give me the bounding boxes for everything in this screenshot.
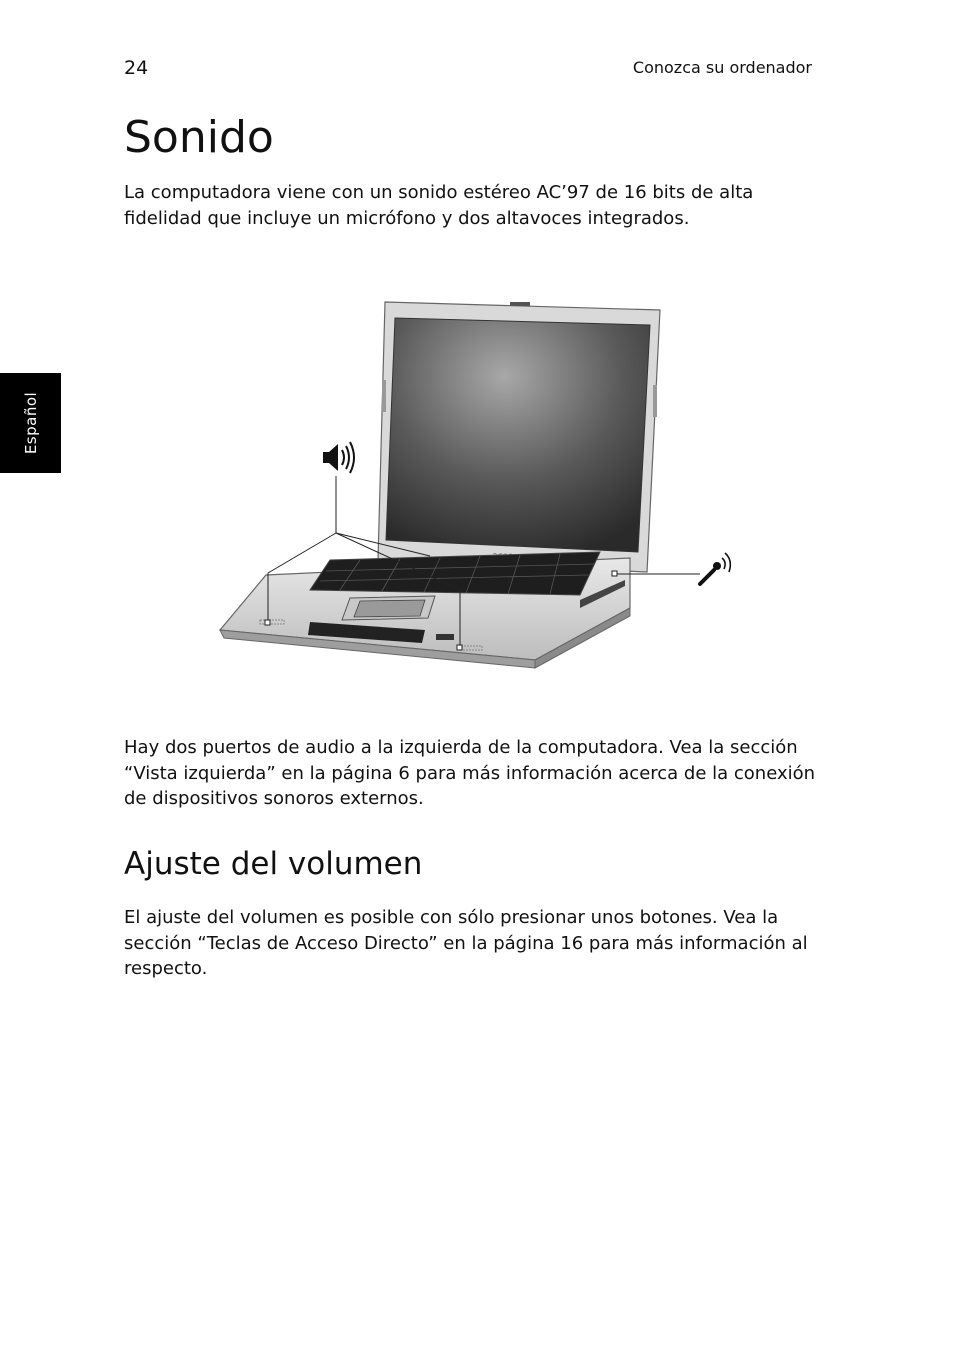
speaker-icon [323,442,354,473]
laptop-lid [378,302,660,572]
volume-paragraph: El ajuste del volumen es posible con sólo presionar unos botones. Vea la sección “Teclas de Acceso Directo” en la página 16 para más información al respecto. [124,907,808,979]
language-side-tab [0,373,61,473]
audio-ports-paragraph: Hay dos puertos de audio a la izquierda de la computadora. Vea la sección “Vista izquierda” en la página 6 para más información acerca de la conexión de dispositivos sonoros externos. [124,737,816,809]
language-tab-label: Español [21,391,40,455]
page-number: 24 [124,57,149,79]
running-head: Conozca su ordenador [632,58,812,77]
laptop-base [220,552,630,668]
microphone-icon [700,553,730,584]
section-title-sonido: Sonido [124,112,274,163]
laptop-figure [200,290,760,690]
section-title-ajuste-volumen: Ajuste del volumen [124,846,423,882]
intro-paragraph: La computadora viene con un sonido estéreo AC’97 de 16 bits de alta fidelidad que incluye un micrófono y dos altavoces integrados. [124,182,754,229]
